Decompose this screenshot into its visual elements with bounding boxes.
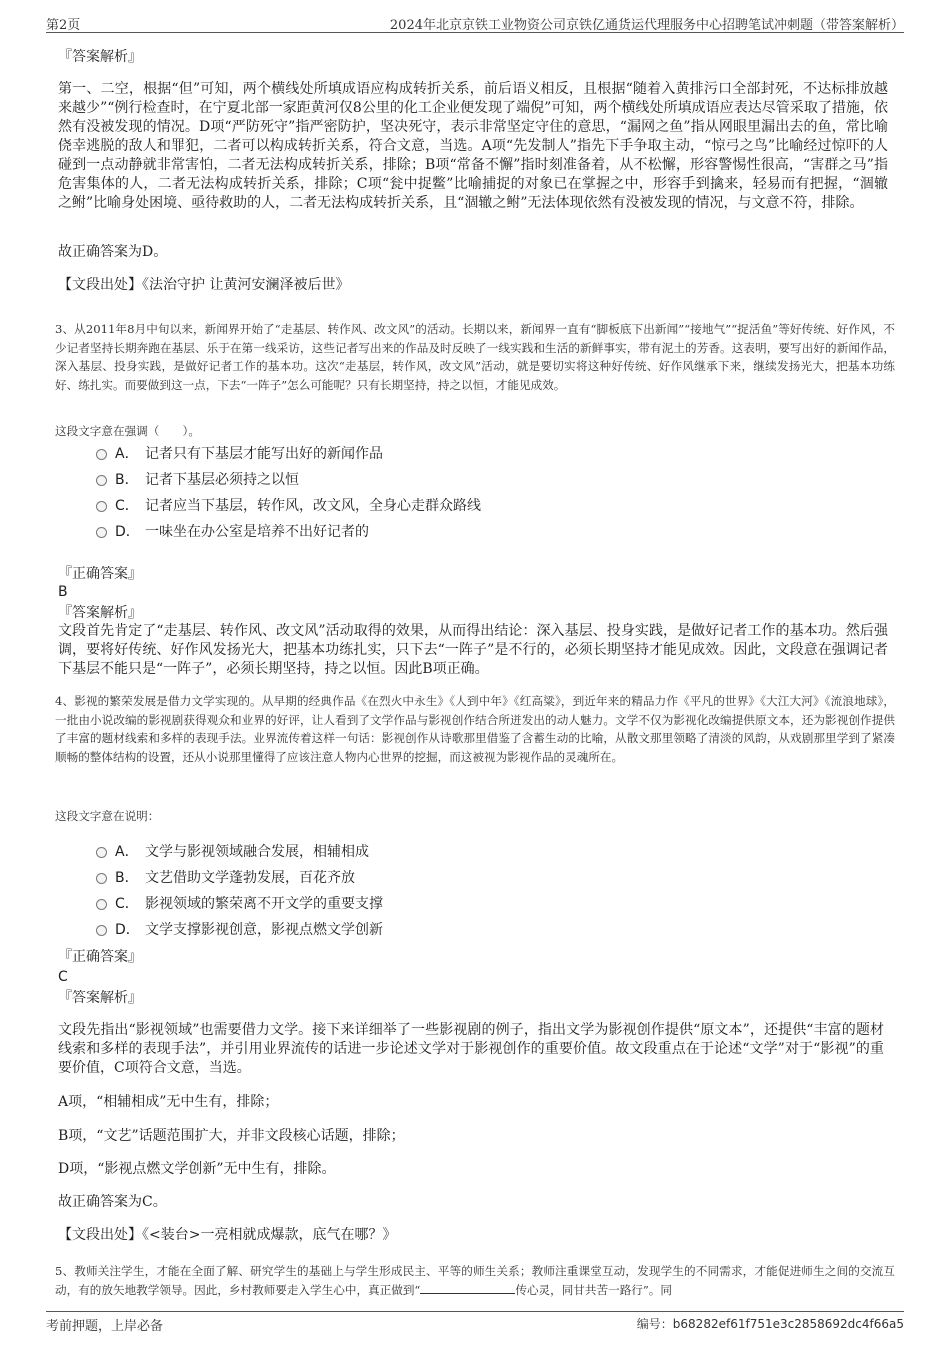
document-title: 2024年北京京铁工业物资公司京铁亿通货运代理服务中心招聘笔试冲刺题（带答案解析） [389,18,904,33]
page-footer [46,1311,904,1334]
q2-source [58,276,349,294]
q3-answer: B [58,584,68,600]
q3-option-c[interactable]: C． 记者应当下基层，转作风，改文风，全身心走群众路线 [96,497,481,515]
radio-icon[interactable] [96,899,107,910]
q4-analysis-tag: 『答案解析』 [58,990,142,1006]
radio-icon[interactable] [96,449,107,460]
q3-option-a[interactable]: A． 记者只有下基层才能写出好的新闻作品 [96,445,383,463]
q4-source-title: 《<装台>一亮相就成爆款，底气在哪？》 [142,1227,397,1243]
q4-source [58,1226,396,1244]
q3-analysis-tag: 『答案解析』 [58,605,142,621]
radio-icon[interactable] [96,475,107,486]
q2-analysis: 第一、二空，根据“但”可知，两个横线处所填成语应构成转折关系，前后语义相反，且根据“随着入黄排污口全部封死，不达标排放越来越少”“例行检查时，在宁夏北部一家距黄河仅8公里的化工企业便发现了端倪”可知，两个横线处所填成语应表达尽管采取了措施，依然有没被发现的情况。D项“严防死守”指严密防护，坚决死守，表示非常坚定守住的意思，“漏网之鱼”指从网眼里漏出去的鱼，常比喻侥幸逃脱的敌人和罪犯，二者可以构成转折关系，符合文意，当选。A项“先发制人”指先下手争取主动，“惊弓之鸟”比喻经过惊吓的人碰到一点动静就非常害怕，二者无法构成转折关系，排除；B项“常备不懈”指时刻准备着，从不松懈，形容警惕性很高，“害群之马”指危害集体的人，二者无法构成转折关系，排除；C项“瓮中捉鳖”比喻捕捉的对象已在掌握之中，形容手到擒来，轻易而有把握，“涸辙之鲋”比喻身处困境、亟待救助的人，二者无法构成转折关系，且“涸辙之鲋”无法体现依然有没被发现的情况，与文意不符，排除。 [58,81,888,211]
document-code: 编号：b68282ef61f751e3c2858692dc4f66a5 [636,1317,904,1331]
q4-option-a-note: A项，“相辅相成”无中生有，排除； [58,1094,279,1110]
q4-conclusion: 故正确答案为C。 [58,1194,167,1210]
q3-option-b[interactable]: B． 记者下基层必须持之以恒 [96,471,299,489]
q4-answer-tag: 『正确答案』 [58,949,142,965]
q4-question: 4、影视的繁荣发展是借力文学实现的。从早期的经典作品《在烈火中永生》《人到中年》《红高粱》，到近年来的精品力作《平凡的世界》《大江大河》《流浪地球》，一批由小说改编的影视剧获得观众和业界的好评，让人看到了文学作品与影视创作结合所迸发出的动人魅力。文学不仅为影视化改编提供原文本，还为影视创作提供了丰富的题材线索和多样的表现手法。业界流传着这样一句话：影视创作从诗歌那里借鉴了含蓄生动的比喻，从散文那里领略了清淡的风韵，从戏剧那里学到了紧凑顺畅的整体结构的设置，还从小说那里懂得了应该注意人物内心世界的挖掘，而这被视为影视作品的灵魂所在。 [55,694,895,764]
radio-icon[interactable] [96,925,107,936]
radio-icon[interactable] [96,847,107,858]
q4-answer: C [58,969,68,985]
fill-blank [420,1281,515,1294]
q4-option-c[interactable]: C． 影视领域的繁荣离不开文学的重要支撑 [96,895,383,913]
q3-option-d[interactable]: D． 一味坐在办公室是培养不出好记者的 [96,523,369,541]
q4-option-d-note: D项，“影视点燃文学创新”无中生有，排除。 [58,1161,336,1177]
q2-analysis-tag: 『答案解析』 [58,49,142,65]
q4-stem: 这段文字意在说明： [55,809,160,823]
q3-question: 3、从2011年8月中旬以来，新闻界开始了“走基层、转作风、改文风”的活动。长期以来，新闻界一直有“脚板底下出新闻”“接地气”“捉活鱼”等好传统、好作风，不少记者坚持长期奔跑在基层、乐于在第一线采访，这些记者写出来的作品及时反映了一线实践和生活的新鲜事实，带有泥土的芳香。这表明，要写出好的新闻作品，深入基层、投身实践，是做好记者工作的基本功。这次“走基层，转作风，改文风”活动，就是要切实将这种好传统、好作风继承下来，继续发扬光大，把基本功练好、练扎实。而要做到这一点，下去“一阵子”怎么可能呢？只有长期坚持，持之以恒，才能见成效。 [55,322,895,392]
q2-source-tag: 【文段出处】 [58,277,142,293]
q4-option-d[interactable]: D． 文学支撑影视创意，影视点燃文学创新 [96,921,383,939]
q5-question: 5、教师关注学生，才能在全面了解、研究学生的基础上与学生形成民主、平等的师生关系；教师注重课堂互动，发现学生的不同需求，才能促进师生之间的交流互动，有的放矢地教学领导。因此，乡村教师要走入学生心中，真正做到“ 传心灵，同甘共苦一路行”。同 [55,1264,895,1297]
q4-analysis: 文段先指出“影视领域”也需要借力文学。接下来详细举了一些影视剧的例子，指出文学为影视创作提供“原文本”，还提供“丰富的题材线索和多样的表现手法”，并引用业界流传的话进一步论述文学对于影视创作的重要价值。故文段重点在于论述“文学”对于“影视”的重要价值，C项符合文意，当选。 [58,1022,884,1076]
q2-source-title: 《法治守护 让黄河安澜泽被后世》 [142,277,350,293]
q4-source-tag: 【文段出处】 [58,1227,142,1243]
radio-icon[interactable] [96,527,107,538]
radio-icon[interactable] [96,873,107,884]
footer-slogan: 考前押题，上岸必备 [46,1319,164,1334]
q3-stem: 这段文字意在强调（ ）。 [55,424,200,438]
q2-conclusion: 故正确答案为D。 [58,244,168,260]
page-number: 第2页 [46,18,81,33]
radio-icon[interactable] [96,501,107,512]
q3-answer-tag: 『正确答案』 [58,566,142,582]
q4-option-a[interactable]: A． 文学与影视领域融合发展，相辅相成 [96,843,369,861]
q3-analysis: 文段首先肯定了“走基层、转作风、改文风”活动取得的效果，从而得出结论：深入基层、投身实践，是做好记者工作的基本功。然后强调，要将好传统、好作风发扬光大，把基本功练扎实，只下去“一阵子”是不行的，必须长期坚持才能见成效。因此，文段意在强调记者下基层不能只是“一阵子”，必须长期坚持，持之以恒。因此B项正确。 [58,623,888,677]
q4-option-b[interactable]: B． 文艺借助文学蓬勃发展，百花齐放 [96,869,355,887]
page-header [46,10,904,33]
q4-option-b-note: B项，“文艺”话题范围扩大，并非文段核心话题，排除； [58,1128,405,1144]
